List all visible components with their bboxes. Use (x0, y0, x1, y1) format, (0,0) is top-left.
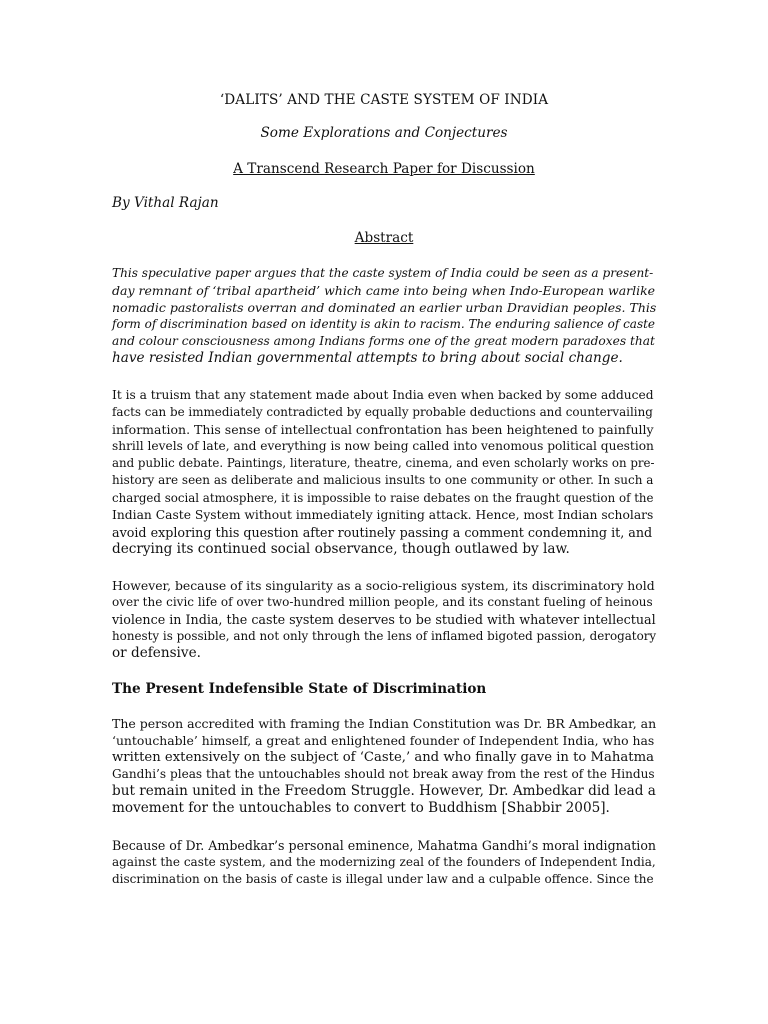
body-paragraph-3 (112, 715, 656, 818)
section-heading: The Present Indefensible State of Discrimination (112, 681, 487, 697)
paragraph-line: Because of Dr. Ambedkar’s personal eminence, Mahatma Gandhi’s moral indignation (112, 838, 657, 853)
paragraph-line: honesty is possible, and not only through the lens of inflamed bigoted passion, derogatory (112, 629, 657, 644)
paragraph-line: information. This sense of intellectual confrontation has been heightened to painfully (112, 422, 654, 438)
paragraph-line: and public debate. Paintings, literature, theatre, cinema, and even scholarly works on pre- (112, 456, 655, 471)
paragraph-line: over the civic life of over two-hundred million people, and its constant fueling of heinous (112, 595, 653, 610)
abstract-heading: Abstract (354, 230, 414, 246)
author-byline: By Vithal Rajan (112, 195, 219, 211)
abstract-line: form of discrimination based on identity is akin to racism. The enduring salience of caste (112, 317, 656, 332)
paragraph-line: against the caste system, and the modernizing zeal of the founders of Independent India, (112, 855, 656, 870)
paragraph-line: Gandhi’s pleas that the untouchables should not break away from the rest of the Hindus (112, 767, 655, 782)
paragraph-line: or defensive. (112, 645, 201, 662)
paper-title: ‘DALITS’ AND THE CASTE SYSTEM OF INDIA (219, 92, 549, 108)
body-paragraph-4 (112, 837, 656, 888)
abstract-line: have resisted Indian governmental attempts to bring about social change. (112, 350, 623, 367)
paragraph-line: charged social atmosphere, it is impossible to raise debates on the fraught question of the (112, 490, 654, 505)
body-paragraph-2 (112, 577, 656, 662)
paragraph-line: history are seen as deliberate and malicious insults to one community or other. In such a (112, 473, 654, 488)
paragraph-line: movement for the untouchables to convert to Buddhism [Shabbir 2005]. (112, 800, 610, 817)
paragraph-line: It is a truism that any statement made about India even when backed by some adduced (112, 388, 654, 402)
paragraph-line: violence in India, the caste system deserves to be studied with whatever intellectual (112, 612, 656, 628)
paragraph-line: ‘untouchable’ himself, a great and enlightened founder of Independent India, who has (112, 733, 655, 749)
document-page (112, 0, 656, 1024)
body-paragraph-1 (112, 387, 656, 558)
paragraph-line: discrimination on the basis of caste is illegal under law and a culpable offence. Since the (112, 872, 654, 887)
paragraph-line: Indian Caste System without immediately igniting attack. Hence, most Indian scholars (112, 507, 654, 522)
paragraph-line: However, because of its singularity as a socio-religious system, its discriminatory hold (112, 578, 655, 593)
abstract-line: This speculative paper argues that the caste system of India could be seen as a present- (112, 266, 654, 280)
paragraph-line: written extensively on the subject of ‘Caste,’ and who finally gave in to Mahatma (112, 750, 654, 766)
paper-subtitle: Some Explorations and Conjectures (260, 125, 508, 141)
abstract-text (112, 265, 656, 368)
paragraph-line: but remain united in the Freedom Struggle. However, Dr. Ambedkar did lead a (112, 783, 656, 800)
paragraph-line: The person accredited with framing the Indian Constitution was Dr. BR Ambedkar, an (112, 716, 657, 731)
abstract-line: and colour consciousness among Indians forms one of the great modern paradoxes that (112, 334, 655, 349)
paragraph-line: decrying its continued social observance, though outlawed by law. (112, 540, 570, 557)
paragraph-line: avoid exploring this question after routinely passing a comment condemning it, and (112, 524, 653, 540)
abstract-line: day remnant of ‘tribal apartheid’ which came into being when Indo-European warlike (112, 283, 656, 299)
paragraph-line: shrill levels of late, and everything is now being called into venomous political question (112, 439, 654, 454)
abstract-line: nomadic pastoralists overran and dominated an earlier urban Dravidian peoples. This (112, 300, 657, 316)
paragraph-line: facts can be immediately contradicted by equally probable deductions and countervailing (112, 405, 653, 420)
paper-series-line: A Transcend Research Paper for Discussion (233, 161, 535, 177)
